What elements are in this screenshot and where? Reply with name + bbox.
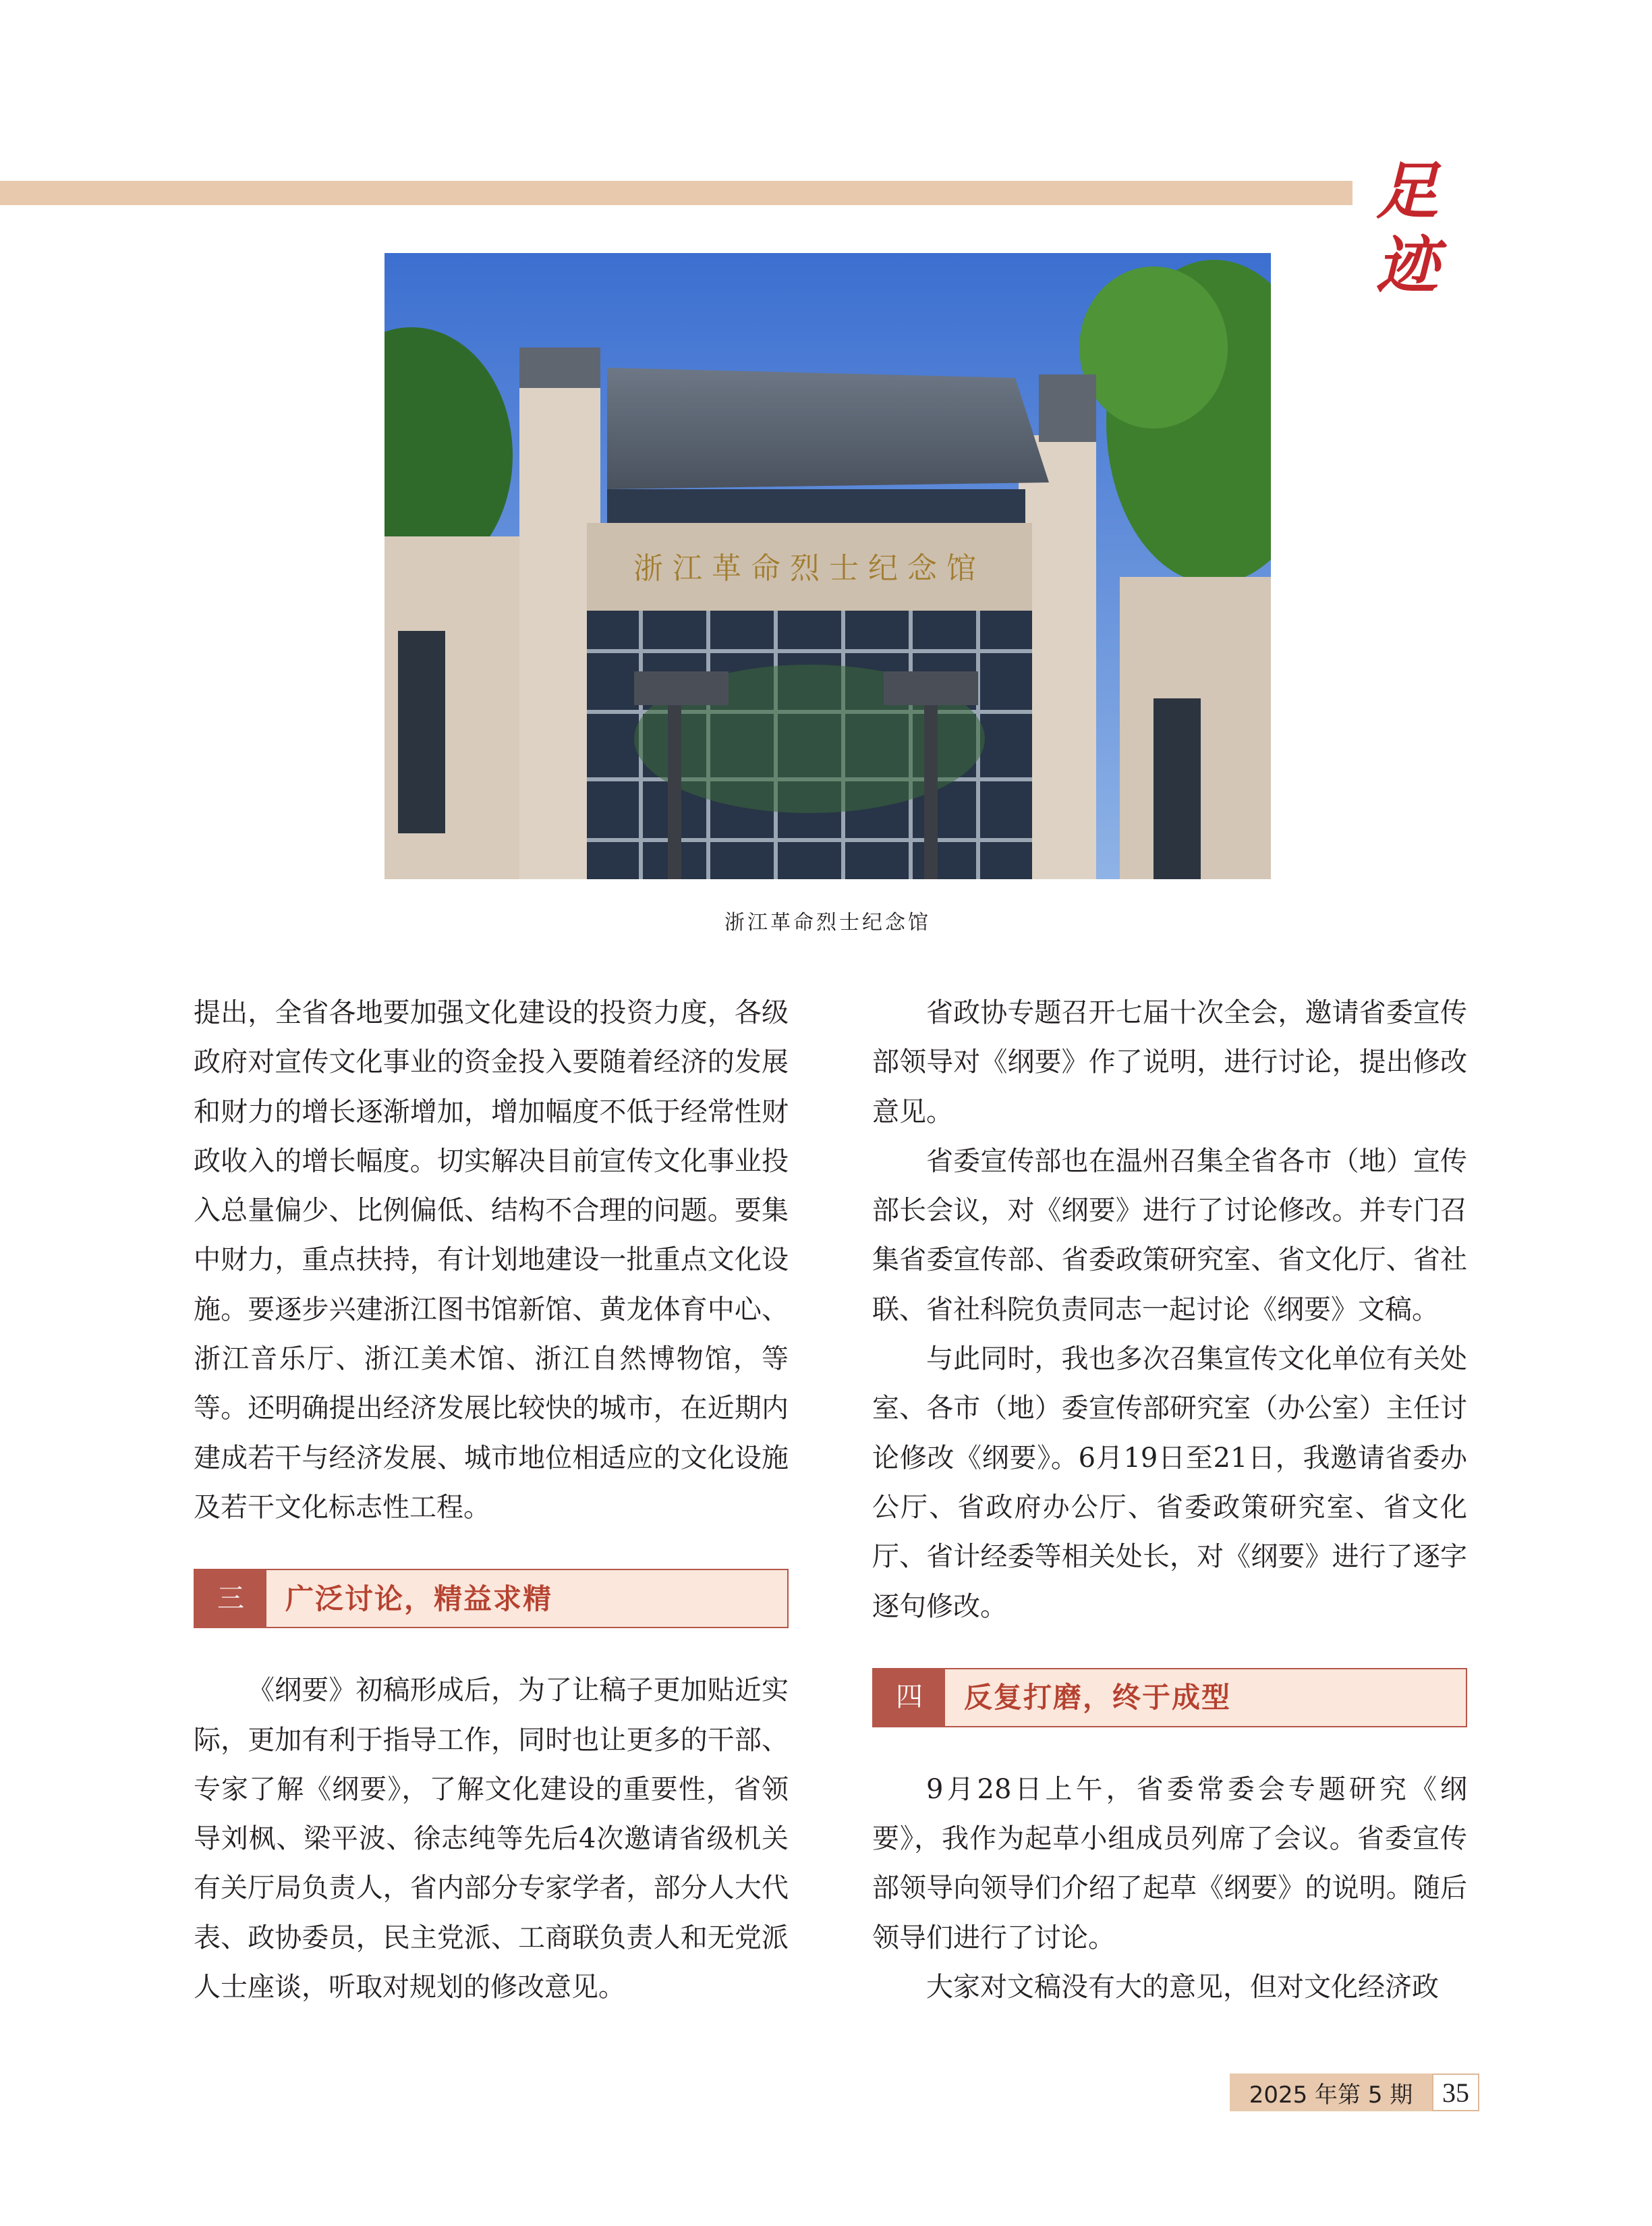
section-heading-3 <box>194 1569 789 1628</box>
left-paragraph-2: 《纲要》初稿形成后，为了让稿子更加贴近实际，更加有利于指导工作，同时也让更多的干部、专家了解《纲要》，了解文化建设的重要性，省领导刘枫、梁平波、徐志纯等先后4次邀请省级机关有关厅局负责人，省内部分专家学者，部分人大代表、政协委员，民主党派、工商联负责人和无党派人士座谈，听取对规划的修改意见。 <box>194 1675 789 2003</box>
right-column <box>872 989 1467 2012</box>
page-number: 35 <box>1432 2074 1479 2111</box>
right-paragraph-5: 大家对文稿没有大的意见，但对文化经济政 <box>926 1972 1439 2003</box>
left-column <box>194 989 789 2012</box>
column-brand-logo: 足迹 <box>1376 155 1435 302</box>
issue-label: 2025 年第 5 期 <box>1230 2074 1432 2111</box>
header-band <box>0 181 1352 205</box>
right-paragraph-4: 9月28日上午，省委常委会专题研究《纲要》，我作为起草小组成员列席了会议。省委宣传部领导向领导们介绍了起草《纲要》的说明。随后领导们进行了讨论。 <box>872 1773 1467 1953</box>
right-paragraph-1: 省政协专题召开七届十次全会，邀请省委宣传部领导对《纲要》作了说明，进行讨论，提出修改意见。 <box>872 997 1467 1128</box>
section-heading-4 <box>872 1668 1467 1727</box>
memorial-sign-text: 浙江革命烈士纪念馆 <box>633 551 986 586</box>
issue-label-box <box>1230 2074 1432 2111</box>
left-paragraph-1: 提出，全省各地要加强文化建设的投资力度，各级政府对宣传文化事业的资金投入要随着经济的发展和财力的增长逐渐增加，增加幅度不低于经常性财政收入的增长幅度。切实解决目前宣传文化事业投入总量偏少、比例偏低、结构不合理的问题。要集中财力，重点扶持，有计划地建设一批重点文化设施。要逐步兴建浙江图书馆新馆、黄龙体育中心、浙江音乐厅、浙江美术馆、浙江自然博物馆，等等。还明确提出经济发展比较快的城市，在近期内建成若干与经济发展、城市地位相适应的文化设施及若干文化标志性工程。 <box>194 997 789 1523</box>
section-number: 三 <box>195 1570 266 1627</box>
right-paragraph-3: 与此同时，我也多次召集宣传文化单位有关处室、各市（地）委宣传部研究室（办公室）主任讨论修改《纲要》。6月19日至21日，我邀请省委办公厅、省政府办公厅、省委政策研究室、省文化厅、省计经委等相关处长，对《纲要》进行了逐字逐句修改。 <box>872 1343 1467 1622</box>
photo-caption: 浙江革命烈士纪念馆 <box>724 911 931 935</box>
right-paragraph-2: 省委宣传部也在温州召集全省各市（地）宣传部长会议，对《纲要》进行了讨论修改。并专门召集省委宣传部、省委政策研究室、省文化厅、省社联、省社科院负责同志一起讨论《纲要》文稿。 <box>872 1145 1467 1325</box>
section-number: 四 <box>874 1669 945 1726</box>
section-title: 反复打磨，终于成型 <box>964 1681 1232 1715</box>
memorial-hall-photo <box>384 253 1271 879</box>
section-title: 广泛讨论，精益求精 <box>285 1582 553 1615</box>
